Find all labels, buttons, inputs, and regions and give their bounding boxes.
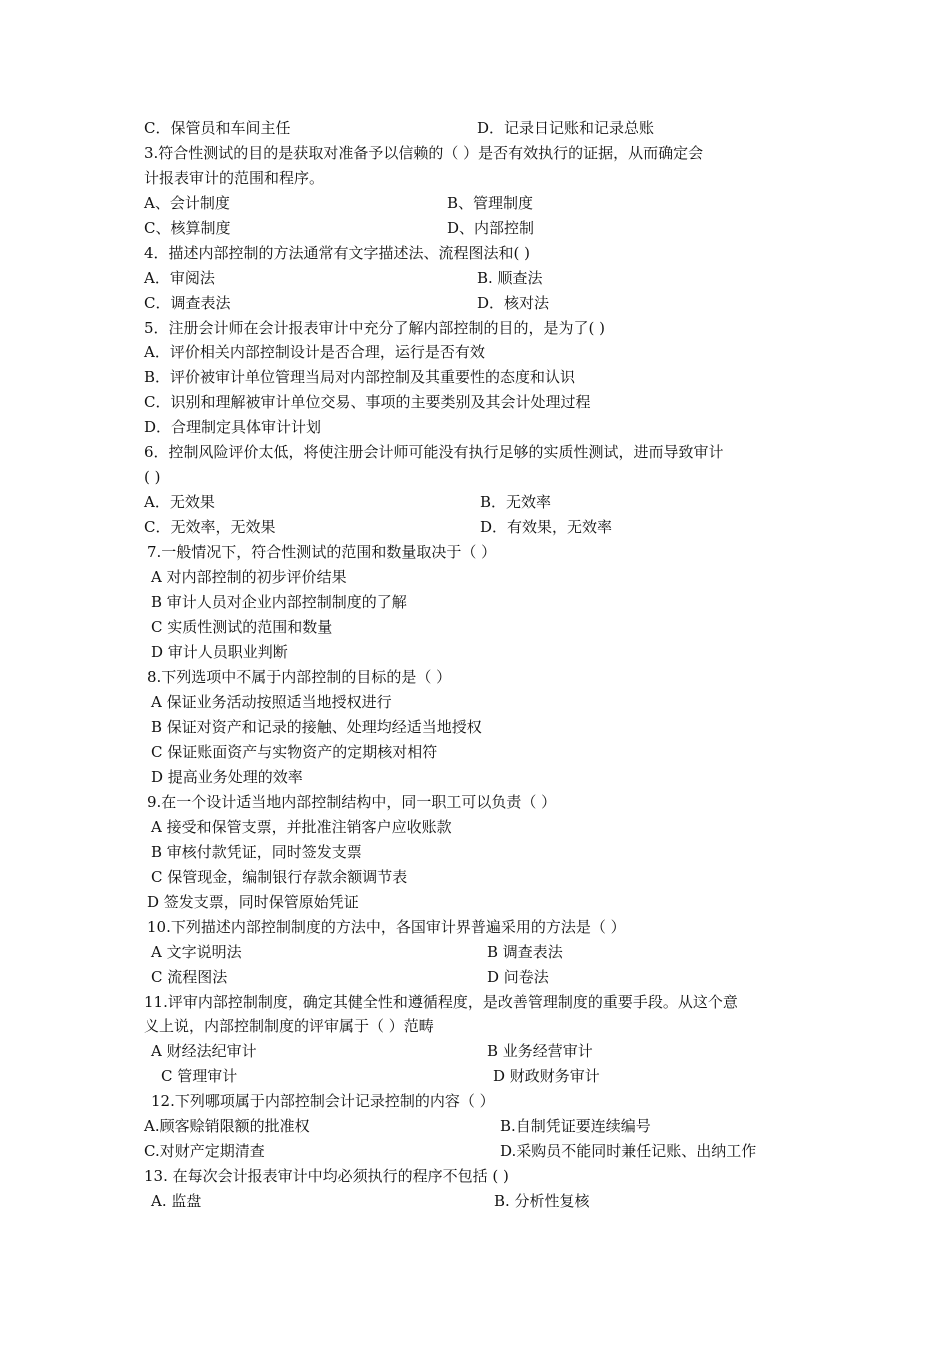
question-5-stem: 5．注册会计师在会计报表审计中充分了解内部控制的目的，是为了( ): [144, 319, 606, 337]
question-10-option-c: C 流程图法: [151, 968, 228, 986]
question-6-option-c: C．无效率，无效果: [144, 518, 276, 536]
question-8-option-c: C 保证账面资产与实物资产的定期核对相符: [151, 743, 438, 761]
question-8-option-b: B 保证对资产和记录的接触、处理均经适当地授权: [151, 718, 482, 736]
question-4-option-d: D．核对法: [477, 294, 550, 312]
question-7-option-c: C 实质性测试的范围和数量: [151, 618, 333, 636]
question-7-option-d: D 审计人员职业判断: [151, 643, 288, 661]
question-13-stem: 13. 在每次会计报表审计中均必须执行的程序不包括 ( ): [144, 1167, 509, 1185]
question-10-option-d: D 问卷法: [487, 968, 549, 986]
question-5-option-c: C．识别和理解被审计单位交易、事项的主要类别及其会计处理过程: [144, 393, 591, 411]
question-2-option-c: C．保管员和车间主任: [144, 119, 291, 137]
question-3-option-c: C、核算制度: [144, 219, 231, 237]
question-12-option-a: A.顾客赊销限额的批准权: [144, 1117, 310, 1135]
question-7-stem: 7.一般情况下，符合性测试的范围和数量取决于（ ）: [147, 543, 497, 561]
question-9-option-b: B 审核付款凭证，同时签发支票: [151, 843, 362, 861]
question-5-option-d: D．合理制定具体审计计划: [144, 418, 322, 436]
question-13-option-b: B. 分析性复核: [494, 1192, 590, 1210]
question-5-option-a: A．评价相关内部控制设计是否合理，运行是否有效: [144, 343, 485, 361]
question-3-option-d: D、内部控制: [447, 219, 535, 237]
question-2-option-d: D．记录日记账和记录总账: [477, 119, 655, 137]
question-5-option-b: B．评价被审计单位管理当局对内部控制及其重要性的态度和认识: [144, 368, 576, 386]
question-8-stem: 8.下列选项中不属于内部控制的目标的是（ ）: [147, 668, 452, 686]
question-12-option-d: D.采购员不能同时兼任记账、出纳工作: [500, 1142, 757, 1160]
question-11-option-d: D 财政财务审计: [493, 1067, 600, 1085]
question-11-option-c: C 管理审计: [161, 1067, 238, 1085]
question-6-option-d: D．有效果，无效率: [480, 518, 613, 536]
question-12-option-b: B.自制凭证要连续编号: [500, 1117, 651, 1135]
question-6-option-b: B．无效率: [480, 493, 552, 511]
question-4-option-b: B. 顺查法: [477, 269, 543, 287]
question-6-stem: 6．控制风险评价太低，将使注册会计师可能没有执行足够的实质性测试，进而导致审计: [144, 443, 724, 461]
question-10-option-a: A 文字说明法: [151, 943, 242, 961]
question-3-stem-cont: 计报表审计的范围和程序。: [144, 169, 325, 187]
question-4-option-c: C．调查表法: [144, 294, 231, 312]
question-11-stem: 11.评审内部控制制度，确定其健全性和遵循程度，是改善管理制度的重要手段。从这个意: [144, 993, 738, 1011]
question-12-option-c: C.对财产定期清查: [144, 1142, 265, 1160]
question-7-option-b: B 审计人员对企业内部控制制度的了解: [151, 593, 407, 611]
question-11-option-b: B 业务经营审计: [487, 1042, 593, 1060]
question-10-stem: 10.下列描述内部控制制度的方法中，各国审计界普遍采用的方法是（ ）: [147, 918, 626, 936]
question-8-option-a: A 保证业务活动按照适当地授权进行: [151, 693, 392, 711]
question-11-option-a: A 财经法纪审计: [151, 1042, 257, 1060]
question-11-stem-cont: 义上说，内部控制制度的评审属于（ ）范畴: [144, 1017, 434, 1035]
question-8-option-d: D 提高业务处理的效率: [151, 768, 303, 786]
question-6-option-a: A．无效果: [144, 493, 215, 511]
question-4-stem: 4．描述内部控制的方法通常有文字描述法、流程图法和( ): [144, 244, 531, 262]
question-3-option-a: A、会计制度: [144, 194, 230, 212]
question-6-stem-cont: ( ): [144, 468, 161, 486]
question-9-stem: 9.在一个设计适当地内部控制结构中，同一职工可以负责（ ）: [147, 793, 557, 811]
question-3-option-b: B、管理制度: [447, 194, 534, 212]
question-12-stem: 12.下列哪项属于内部控制会计记录控制的内容（ ）: [151, 1092, 495, 1110]
question-3-stem: 3.符合性测试的目的是获取对准备予以信赖的（ ）是否有效执行的证据，从而确定会: [144, 144, 704, 162]
question-7-option-a: A 对内部控制的初步评价结果: [151, 568, 347, 586]
question-13-option-a: A. 监盘: [151, 1192, 202, 1210]
question-9-option-a: A 接受和保管支票，并批准注销客户应收账款: [151, 818, 452, 836]
question-10-option-b: B 调查表法: [487, 943, 563, 961]
question-9-option-c: C 保管现金，编制银行存款余额调节表: [151, 868, 408, 886]
question-9-option-d: D 签发支票，同时保管原始凭证: [147, 893, 359, 911]
question-4-option-a: A．审阅法: [144, 269, 215, 287]
